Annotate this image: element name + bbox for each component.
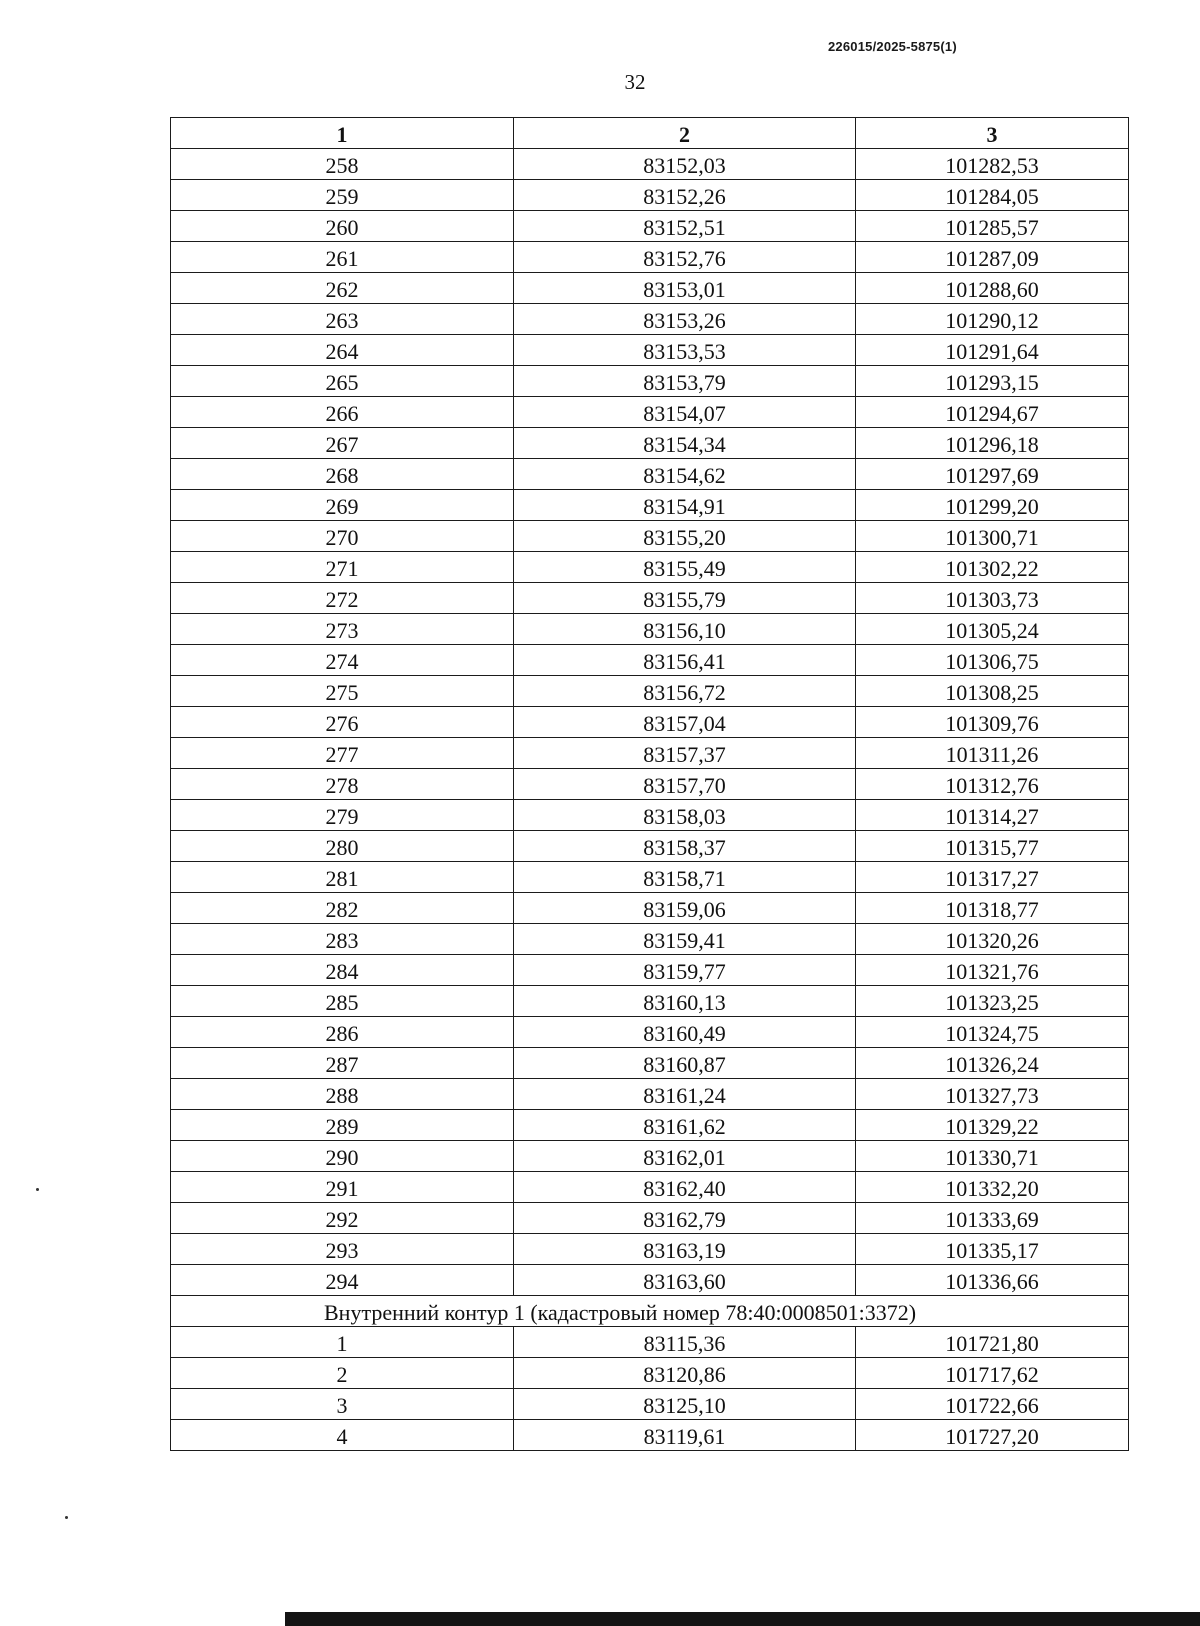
y-coordinate-cell: 101314,27 [856, 800, 1129, 831]
table-row [171, 521, 1129, 552]
point-number-cell: 273 [171, 614, 514, 645]
point-number-cell: 269 [171, 490, 514, 521]
y-coordinate-cell: 101291,64 [856, 335, 1129, 366]
point-number-cell: 259 [171, 180, 514, 211]
point-number-cell: 290 [171, 1141, 514, 1172]
coordinates-table [170, 117, 1129, 1451]
table-row [171, 893, 1129, 924]
x-coordinate-cell: 83157,04 [514, 707, 856, 738]
y-coordinate-cell: 101285,57 [856, 211, 1129, 242]
table-row [171, 149, 1129, 180]
y-coordinate-cell: 101296,18 [856, 428, 1129, 459]
table-body [171, 149, 1129, 1451]
y-coordinate-cell: 101326,24 [856, 1048, 1129, 1079]
table-row [171, 1327, 1129, 1358]
point-number-cell: 1 [171, 1327, 514, 1358]
point-number-cell: 265 [171, 366, 514, 397]
y-coordinate-cell: 101332,20 [856, 1172, 1129, 1203]
table-row [171, 366, 1129, 397]
y-coordinate-cell: 101311,26 [856, 738, 1129, 769]
point-number-cell: 264 [171, 335, 514, 366]
table-row [171, 1420, 1129, 1451]
point-number-cell: 294 [171, 1265, 514, 1296]
y-coordinate-cell: 101282,53 [856, 149, 1129, 180]
y-coordinate-cell: 101330,71 [856, 1141, 1129, 1172]
point-number-cell: 284 [171, 955, 514, 986]
x-coordinate-cell: 83153,01 [514, 273, 856, 304]
x-coordinate-cell: 83159,77 [514, 955, 856, 986]
page-number: 32 [624, 70, 646, 94]
table-row [171, 769, 1129, 800]
table-row [171, 645, 1129, 676]
x-coordinate-cell: 83159,41 [514, 924, 856, 955]
x-coordinate-cell: 83162,79 [514, 1203, 856, 1234]
x-coordinate-cell: 83158,71 [514, 862, 856, 893]
table-row [171, 707, 1129, 738]
point-number-cell: 2 [171, 1358, 514, 1389]
x-coordinate-cell: 83155,49 [514, 552, 856, 583]
point-number-cell: 260 [171, 211, 514, 242]
table-row [171, 1389, 1129, 1420]
table-row [171, 1358, 1129, 1389]
table-row [171, 552, 1129, 583]
table-row [171, 614, 1129, 645]
table-row [171, 583, 1129, 614]
point-number-cell: 261 [171, 242, 514, 273]
y-coordinate-cell: 101300,71 [856, 521, 1129, 552]
x-coordinate-cell: 83152,76 [514, 242, 856, 273]
table-row [171, 1265, 1129, 1296]
point-number-cell: 263 [171, 304, 514, 335]
point-number-cell: 268 [171, 459, 514, 490]
x-coordinate-cell: 83115,36 [514, 1327, 856, 1358]
y-coordinate-cell: 101288,60 [856, 273, 1129, 304]
point-number-cell: 258 [171, 149, 514, 180]
table-row [171, 862, 1129, 893]
table-row [171, 397, 1129, 428]
y-coordinate-cell: 101287,09 [856, 242, 1129, 273]
x-coordinate-cell: 83152,03 [514, 149, 856, 180]
x-coordinate-cell: 83120,86 [514, 1358, 856, 1389]
point-number-cell: 288 [171, 1079, 514, 1110]
y-coordinate-cell: 101309,76 [856, 707, 1129, 738]
point-number-cell: 285 [171, 986, 514, 1017]
x-coordinate-cell: 83154,34 [514, 428, 856, 459]
table-row [171, 1172, 1129, 1203]
point-number-cell: 3 [171, 1389, 514, 1420]
table-row [171, 955, 1129, 986]
point-number-cell: 286 [171, 1017, 514, 1048]
y-coordinate-cell: 101306,75 [856, 645, 1129, 676]
table-header [171, 118, 1129, 149]
table-row [171, 304, 1129, 335]
point-number-cell: 291 [171, 1172, 514, 1203]
point-number-cell: 280 [171, 831, 514, 862]
y-coordinate-cell: 101299,20 [856, 490, 1129, 521]
x-coordinate-cell: 83153,26 [514, 304, 856, 335]
table-row [171, 180, 1129, 211]
y-coordinate-cell: 101327,73 [856, 1079, 1129, 1110]
x-coordinate-cell: 83119,61 [514, 1420, 856, 1451]
y-coordinate-cell: 101336,66 [856, 1265, 1129, 1296]
point-number-cell: 278 [171, 769, 514, 800]
point-number-cell: 271 [171, 552, 514, 583]
scan-speck [65, 1516, 68, 1519]
x-coordinate-cell: 83162,01 [514, 1141, 856, 1172]
y-coordinate-cell: 101329,22 [856, 1110, 1129, 1141]
y-coordinate-cell: 101290,12 [856, 304, 1129, 335]
x-coordinate-cell: 83153,53 [514, 335, 856, 366]
x-coordinate-cell: 83154,91 [514, 490, 856, 521]
table-row [171, 1017, 1129, 1048]
y-coordinate-cell: 101302,22 [856, 552, 1129, 583]
y-coordinate-cell: 101317,27 [856, 862, 1129, 893]
point-number-cell: 266 [171, 397, 514, 428]
point-number-cell: 267 [171, 428, 514, 459]
x-coordinate-cell: 83157,37 [514, 738, 856, 769]
section-row [171, 1296, 1129, 1327]
point-number-cell: 289 [171, 1110, 514, 1141]
y-coordinate-cell: 101323,25 [856, 986, 1129, 1017]
y-coordinate-cell: 101293,15 [856, 366, 1129, 397]
y-coordinate-cell: 101303,73 [856, 583, 1129, 614]
x-coordinate-cell: 83160,49 [514, 1017, 856, 1048]
x-coordinate-cell: 83157,70 [514, 769, 856, 800]
point-number-cell: 272 [171, 583, 514, 614]
y-coordinate-cell: 101318,77 [856, 893, 1129, 924]
point-number-cell: 287 [171, 1048, 514, 1079]
table-row [171, 459, 1129, 490]
table-row [171, 1048, 1129, 1079]
y-coordinate-cell: 101333,69 [856, 1203, 1129, 1234]
x-coordinate-cell: 83160,13 [514, 986, 856, 1017]
table-row [171, 1110, 1129, 1141]
x-coordinate-cell: 83160,87 [514, 1048, 856, 1079]
point-number-cell: 270 [171, 521, 514, 552]
x-coordinate-cell: 83155,20 [514, 521, 856, 552]
table-row [171, 831, 1129, 862]
y-coordinate-cell: 101727,20 [856, 1420, 1129, 1451]
x-coordinate-cell: 83154,62 [514, 459, 856, 490]
y-coordinate-cell: 101308,25 [856, 676, 1129, 707]
x-coordinate-cell: 83156,41 [514, 645, 856, 676]
x-coordinate-cell: 83161,24 [514, 1079, 856, 1110]
table-row [171, 986, 1129, 1017]
point-number-cell: 274 [171, 645, 514, 676]
point-number-cell: 277 [171, 738, 514, 769]
x-coordinate-cell: 83161,62 [514, 1110, 856, 1141]
x-coordinate-cell: 83163,60 [514, 1265, 856, 1296]
table-row [171, 738, 1129, 769]
table-row [171, 242, 1129, 273]
table-row [171, 273, 1129, 304]
table-row [171, 676, 1129, 707]
y-coordinate-cell: 101312,76 [856, 769, 1129, 800]
y-coordinate-cell: 101321,76 [856, 955, 1129, 986]
y-coordinate-cell: 101315,77 [856, 831, 1129, 862]
table-row [171, 924, 1129, 955]
x-coordinate-cell: 83159,06 [514, 893, 856, 924]
scan-speck [36, 1188, 39, 1191]
y-coordinate-cell: 101722,66 [856, 1389, 1129, 1420]
y-coordinate-cell: 101721,80 [856, 1327, 1129, 1358]
x-coordinate-cell: 83158,03 [514, 800, 856, 831]
table-row [171, 1141, 1129, 1172]
x-coordinate-cell: 83155,79 [514, 583, 856, 614]
x-coordinate-cell: 83158,37 [514, 831, 856, 862]
header-row [171, 118, 1129, 149]
point-number-cell: 282 [171, 893, 514, 924]
x-coordinate-cell: 83152,26 [514, 180, 856, 211]
scan-edge-strip [285, 1612, 1200, 1626]
point-number-cell: 283 [171, 924, 514, 955]
x-coordinate-cell: 83154,07 [514, 397, 856, 428]
point-number-cell: 4 [171, 1420, 514, 1451]
y-coordinate-cell: 101717,62 [856, 1358, 1129, 1389]
y-coordinate-cell: 101294,67 [856, 397, 1129, 428]
table-row [171, 211, 1129, 242]
point-number-cell: 275 [171, 676, 514, 707]
x-coordinate-cell: 83153,79 [514, 366, 856, 397]
section-title: Внутренний контур 1 (кадастровый номер 78:40:0008501:3372) [171, 1296, 1129, 1327]
point-number-cell: 293 [171, 1234, 514, 1265]
x-coordinate-cell: 83163,19 [514, 1234, 856, 1265]
table-row [171, 428, 1129, 459]
x-coordinate-cell: 83152,51 [514, 211, 856, 242]
point-number-cell: 262 [171, 273, 514, 304]
y-coordinate-cell: 101297,69 [856, 459, 1129, 490]
point-number-cell: 276 [171, 707, 514, 738]
column-header: 1 [171, 118, 514, 149]
column-header: 3 [856, 118, 1129, 149]
y-coordinate-cell: 101305,24 [856, 614, 1129, 645]
y-coordinate-cell: 101324,75 [856, 1017, 1129, 1048]
table-row [171, 1079, 1129, 1110]
column-header: 2 [514, 118, 856, 149]
table-row [171, 1234, 1129, 1265]
table-row [171, 335, 1129, 366]
point-number-cell: 279 [171, 800, 514, 831]
document-id: 226015/2025-5875(1) [828, 39, 957, 54]
x-coordinate-cell: 83125,10 [514, 1389, 856, 1420]
y-coordinate-cell: 101284,05 [856, 180, 1129, 211]
x-coordinate-cell: 83156,72 [514, 676, 856, 707]
point-number-cell: 281 [171, 862, 514, 893]
table-row [171, 490, 1129, 521]
table-row [171, 1203, 1129, 1234]
y-coordinate-cell: 101335,17 [856, 1234, 1129, 1265]
point-number-cell: 292 [171, 1203, 514, 1234]
y-coordinate-cell: 101320,26 [856, 924, 1129, 955]
x-coordinate-cell: 83156,10 [514, 614, 856, 645]
table-row [171, 800, 1129, 831]
x-coordinate-cell: 83162,40 [514, 1172, 856, 1203]
